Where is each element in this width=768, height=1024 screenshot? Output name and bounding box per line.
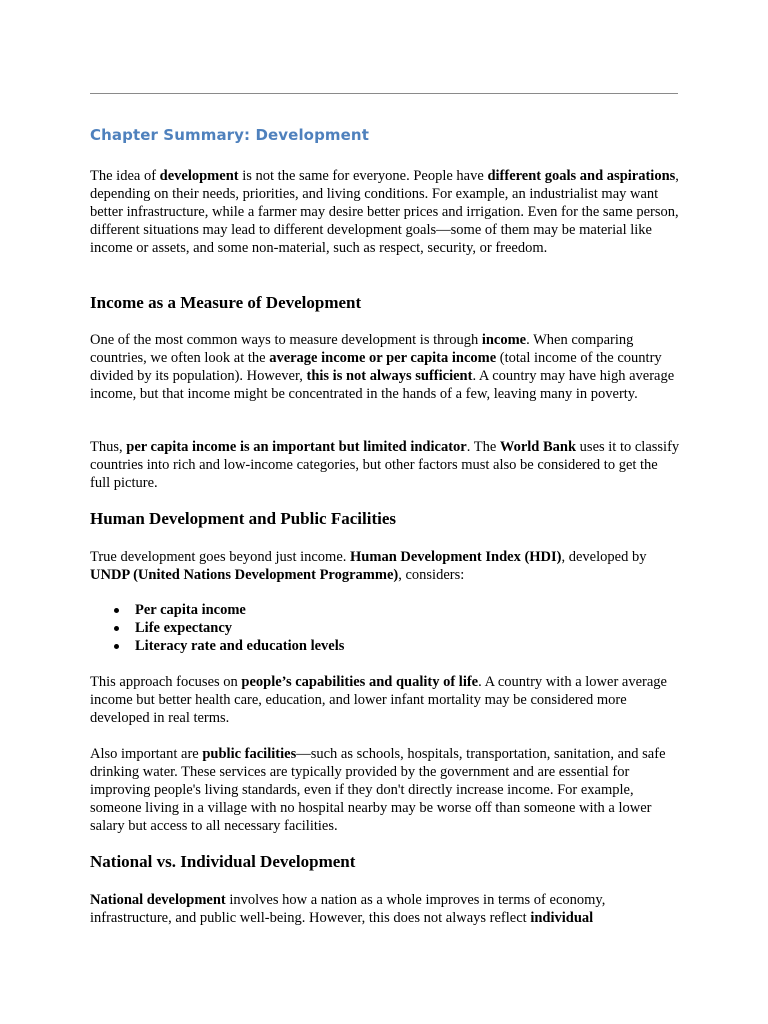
list-item: Per capita income xyxy=(135,601,344,619)
bold-term: different goals and aspirations xyxy=(487,168,676,184)
bold-term: World Bank xyxy=(499,439,577,455)
intro-paragraph xyxy=(90,167,680,257)
text-run: , developed by xyxy=(561,549,647,565)
bold-term: average income or per capita income xyxy=(269,350,497,366)
list-item: Literacy rate and education levels xyxy=(135,638,345,654)
bold-term: Human Development Index (HDI) xyxy=(350,549,562,565)
text-run: involves how a nation as a whole improves in terms of economy, infrastructure, and public well-being. However, this does not always reflect xyxy=(90,892,606,926)
income-paragraph-1 xyxy=(90,331,680,403)
section-heading-national-vs-individual: National vs. Individual Development xyxy=(90,852,356,871)
hdi-indicator-list xyxy=(90,601,344,655)
text-run: . A country with a lower average income but better health care, education, and lower infant mortality may be considered more developed in real terms. xyxy=(90,674,667,726)
bold-term: per capita income is an important but limited indicator xyxy=(126,439,467,455)
section-heading-human-development: Human Development and Public Facilities xyxy=(90,509,396,528)
text-run: One of the most common ways to measure development is through xyxy=(90,332,482,348)
text-run: . A country may have high average income, but that income might be concentrated in the hands of a few, leaving many in poverty. xyxy=(90,368,675,402)
human-paragraph-1 xyxy=(90,548,680,584)
text-run: (total income of the country divided by its population). However, xyxy=(90,350,662,384)
income-paragraph-2 xyxy=(90,438,680,492)
section-heading-income: Income as a Measure of Development xyxy=(90,293,362,312)
bold-term: UNDP (United Nations Development Programme) xyxy=(90,567,399,583)
text-run: , depending on their needs, priorities, and living conditions. For example, an industrialist may want better infrastructure, while a farmer may desire better prices and irrigation. Even for the same person, different situations may lead to different development goals—some of them may be material like income or assets, and some non-material, such as respect, security, or freedom. xyxy=(90,168,679,256)
text-run: The idea of xyxy=(90,168,160,184)
text-run: —such as schools, hospitals, transportation, sanitation, and safe drinking water. These services are typically provided by the government and are essential for improving people's living standards, even if they don't directly increase income. For example, someone living in a village with no hospital nearby may be worse off than someone with a lower salary but access to all necessary facilities. xyxy=(90,746,666,834)
bold-term: income xyxy=(481,332,527,348)
bold-term: development xyxy=(159,168,239,184)
text-run: is not the same for everyone. People have xyxy=(238,168,488,184)
text-run: , considers: xyxy=(398,567,465,583)
text-run: uses it to classify countries into rich and low-income categories, but other factors must also be considered to get the full picture. xyxy=(90,439,680,491)
text-run: . When comparing countries, we often look at the xyxy=(90,332,634,366)
bold-term: people’s capabilities and quality of life xyxy=(241,674,479,690)
list-item: Life expectancy xyxy=(135,619,344,637)
national-paragraph-1 xyxy=(90,891,680,927)
human-paragraph-2 xyxy=(90,673,680,727)
text-run: This approach focuses on xyxy=(90,674,242,690)
header-divider xyxy=(90,93,678,94)
text-run: True development goes beyond just income. xyxy=(90,549,351,565)
bold-term: this is not always sufficient xyxy=(306,368,473,384)
bold-term: public facilities xyxy=(202,746,297,762)
text-run: Also important are xyxy=(90,746,203,762)
bold-term: individual xyxy=(530,910,594,926)
bold-term: National development xyxy=(90,892,226,908)
text-run: Thus, xyxy=(90,439,127,455)
chapter-title: Chapter Summary: Development xyxy=(90,126,369,144)
human-paragraph-3 xyxy=(90,745,680,835)
text-run: . The xyxy=(466,439,500,455)
